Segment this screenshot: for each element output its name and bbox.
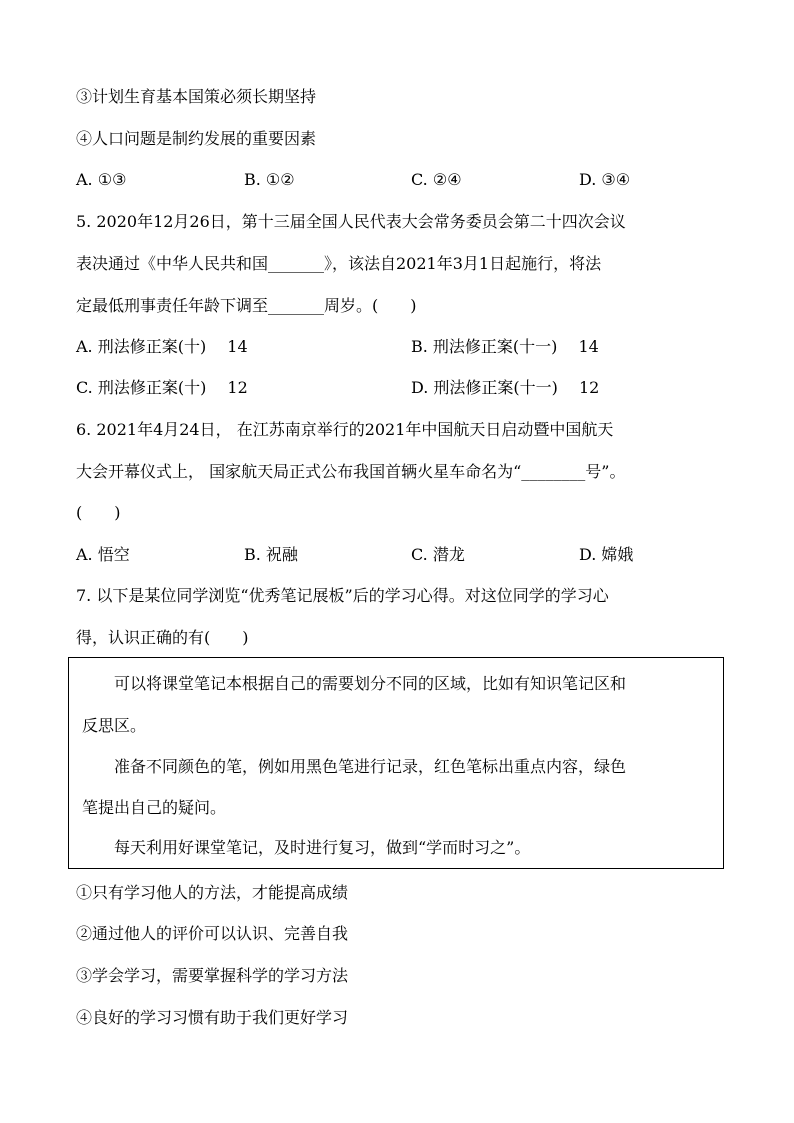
q5-stem-line-2: 表决通过《中华人民共和国_______》，该法自2021年3月1日起施行，将法 <box>76 254 602 273</box>
q6-option-d: D. 嫦娥 <box>579 545 634 564</box>
q5-option-b: B. 刑法修正案(十一) 14 <box>411 337 599 356</box>
q6-stem-line-2: 大会开幕仪式上， 国家航天局正式公布我国首辆火星车命名为“________号”。 <box>76 462 626 481</box>
q4-option-c: C. ②④ <box>411 170 462 189</box>
q6-stem-line-3: ( ) <box>76 503 121 522</box>
q6-option-b: B. 祝融 <box>244 545 298 564</box>
q5-options-row-1 <box>76 335 716 359</box>
q4-item-4: ④人口问题是制约发展的重要因素 <box>76 129 317 148</box>
note-box-line-4: 笔提出自己的疑问。 <box>82 798 227 817</box>
q5-options-row-2 <box>76 376 716 400</box>
q6-options <box>76 543 716 567</box>
q7-item-1: ①只有学习他人的方法，才能提高成绩 <box>76 883 349 902</box>
note-box-line-5: 每天利用好课堂笔记，及时进行复习，做到“学而时习之”。 <box>114 838 531 857</box>
q5-stem-line-3: 定最低刑事责任年龄下调至_______周岁。( ) <box>76 296 417 315</box>
q5-option-d: D. 刑法修正案(十一) 12 <box>411 378 600 397</box>
q6-option-c: C. 潜龙 <box>411 545 465 564</box>
q4-option-d: D. ③④ <box>579 170 631 189</box>
note-box-line-3: 准备不同颜色的笔，例如用黑色笔进行记录，红色笔标出重点内容，绿色 <box>114 757 627 776</box>
q5-option-a: A. 刑法修正案(十) 14 <box>76 337 248 356</box>
q6-stem-line-1: 6. 2021年4月24日， 在江苏南京举行的2021年中国航天日启动暨中国航天 <box>76 420 614 439</box>
q4-item-3: ③计划生育基本国策必须长期坚持 <box>76 87 317 106</box>
q7-item-3: ③学会学习，需要掌握科学的学习方法 <box>76 966 349 985</box>
note-box-line-1: 可以将课堂笔记本根据自己的需要划分不同的区域，比如有知识笔记区和 <box>114 674 627 693</box>
q7-stem-line-1: 7. 以下是某位同学浏览“优秀笔记展板”后的学习心得。对这位同学的学习心 <box>76 586 609 605</box>
q5-option-c: C. 刑法修正案(十) 12 <box>76 378 248 397</box>
q5-stem-line-1: 5. 2020年12月26日，第十三届全国人民代表大会常务委员会第二十四次会议 <box>76 212 626 231</box>
q4-option-b: B. ①② <box>244 170 295 189</box>
note-board-box <box>68 657 724 869</box>
q4-option-a: A. ①③ <box>76 170 127 189</box>
q7-item-2: ②通过他人的评价可以认识、完善自我 <box>76 924 349 943</box>
q7-stem-line-2: 得，认识正确的有( ) <box>76 628 249 647</box>
q7-item-4: ④良好的学习习惯有助于我们更好学习 <box>76 1008 349 1027</box>
note-box-line-2: 反思区。 <box>82 716 147 735</box>
q4-options <box>76 168 716 192</box>
q6-option-a: A. 悟空 <box>76 545 130 564</box>
